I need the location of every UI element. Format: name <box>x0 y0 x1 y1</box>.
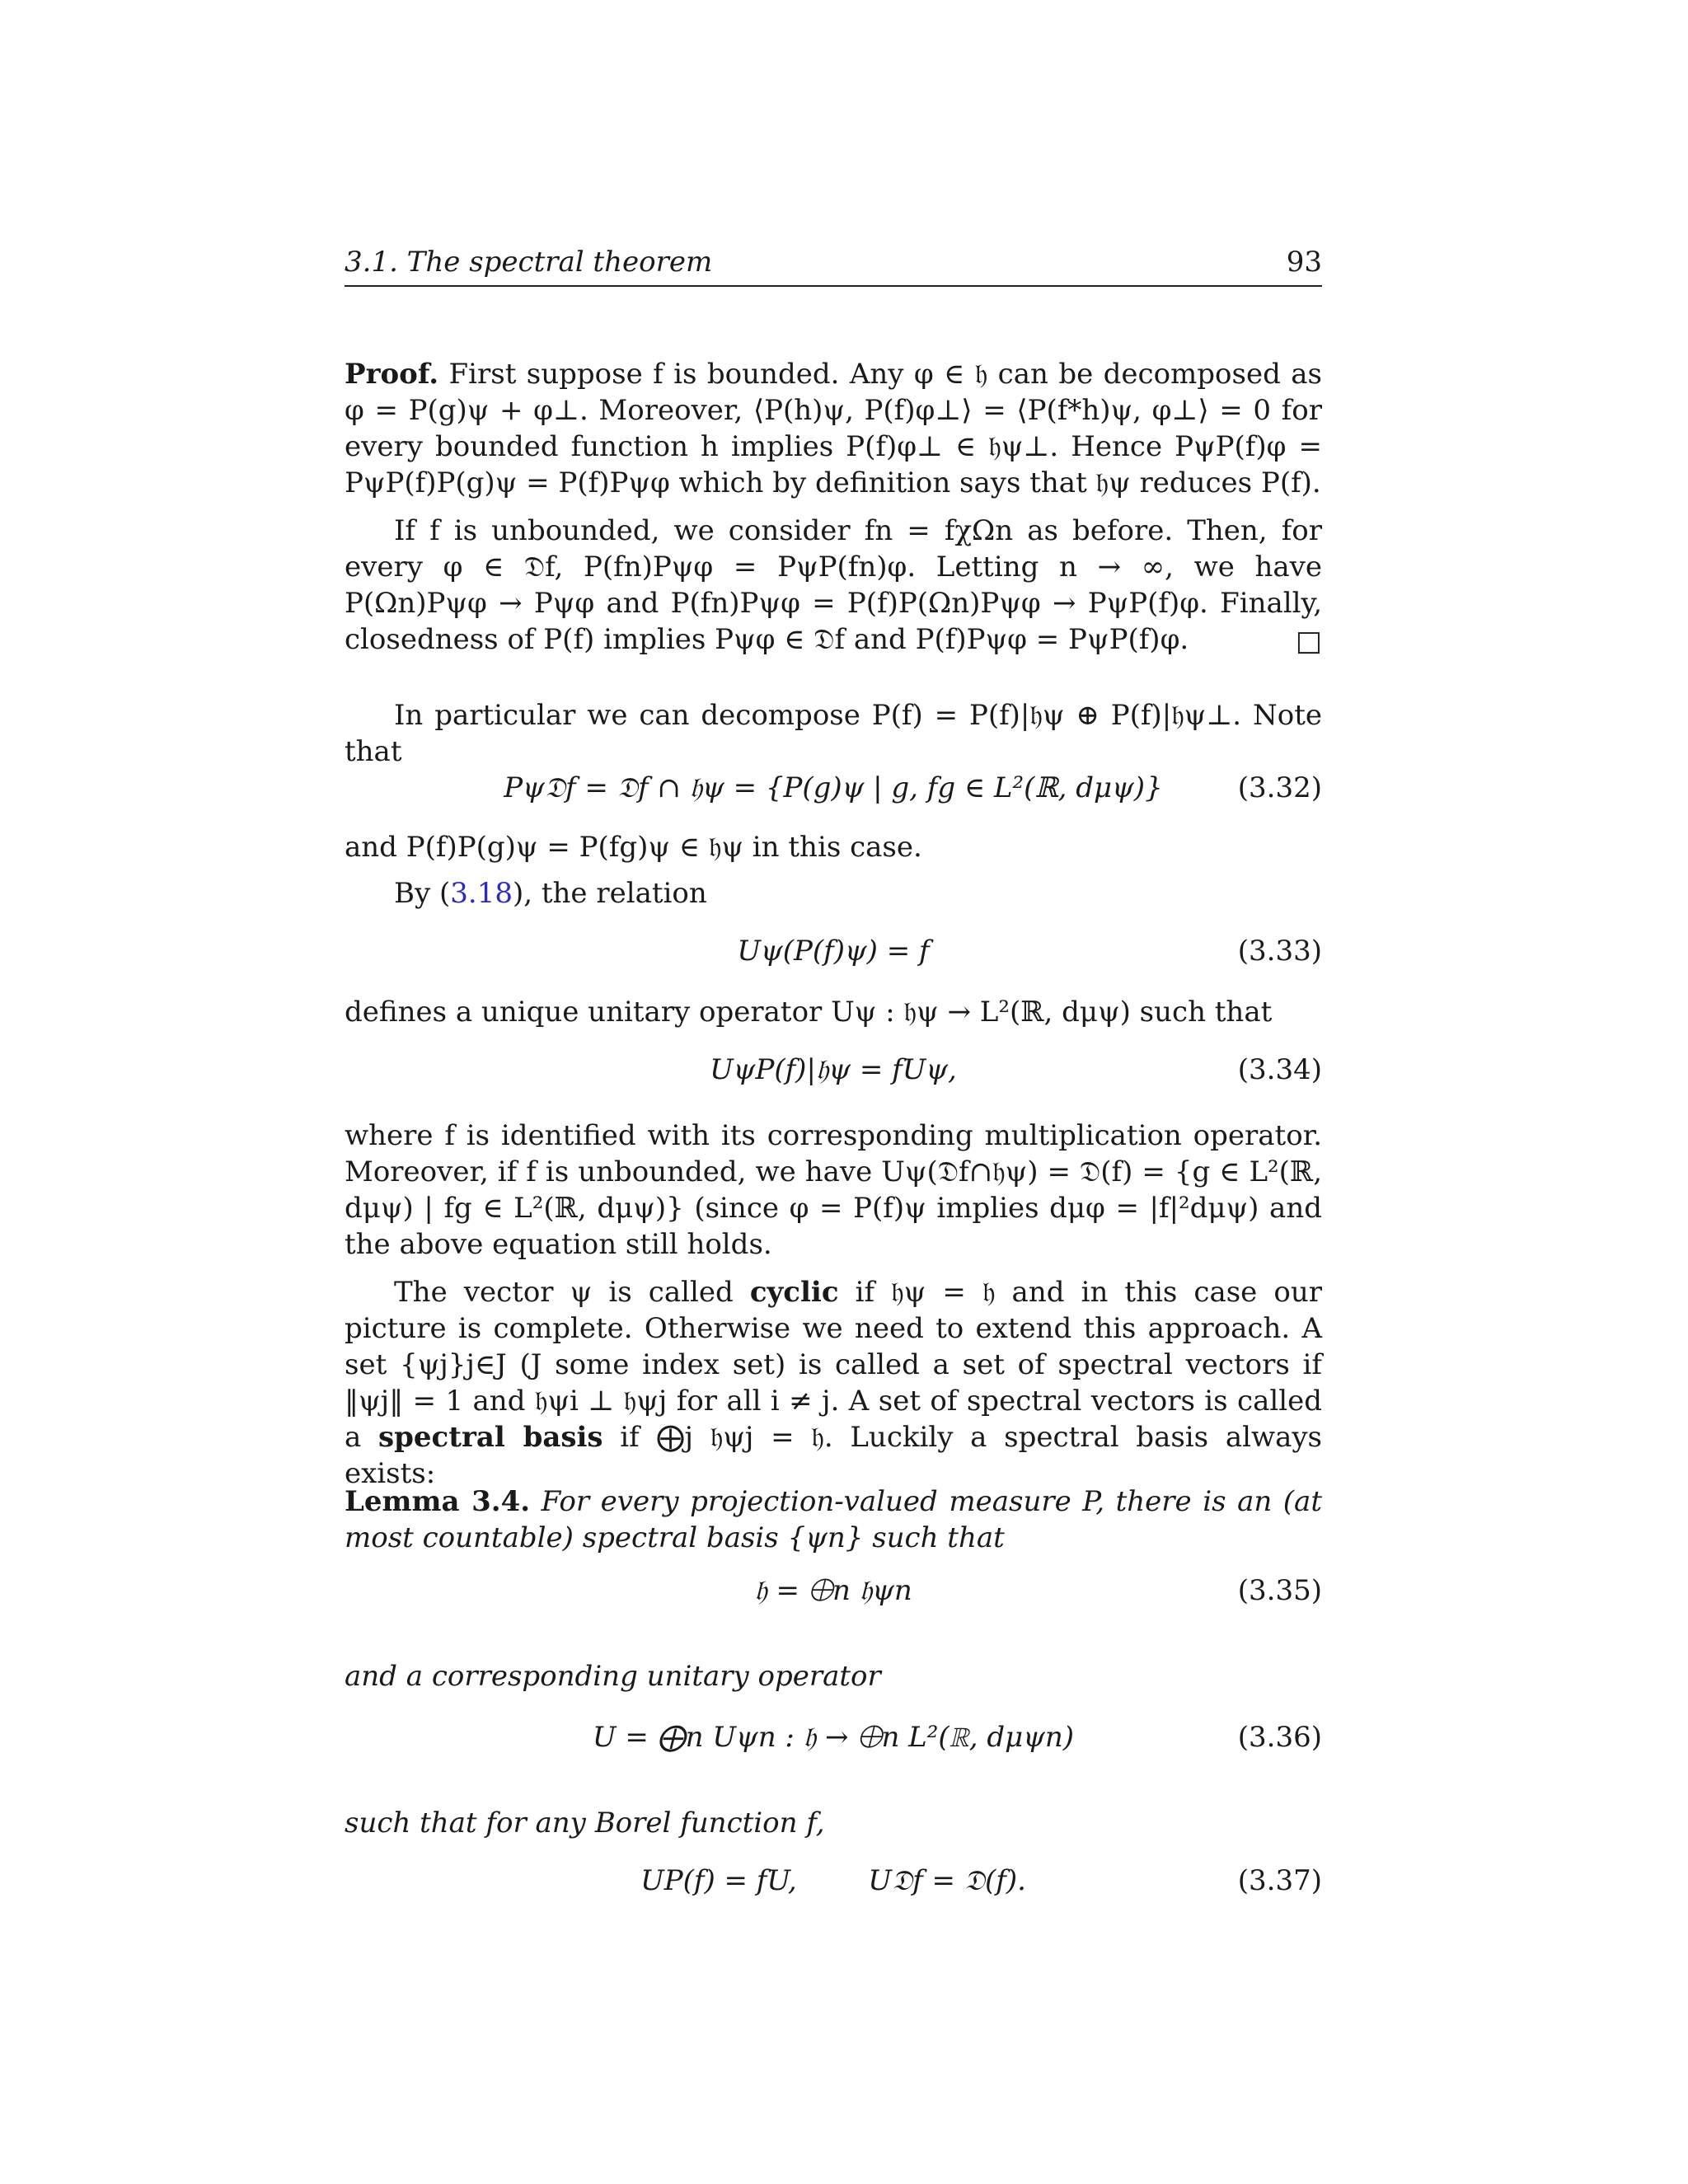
equation-3-37 <box>345 1864 1322 1914</box>
cyclic-text-mid: if 𝔥ψ = 𝔥 and in this case our picture is complete. Otherwise we need to extend this approach. A set {ψj}j∈J (J some index set) is called a set of spectral vectors if ‖ψj‖ = 1 and 𝔥ψi ⊥ 𝔥ψj for all i ≠ j. A set of spectral vectors is called a <box>345 1276 1323 1454</box>
section-title: 3.1. The spectral theorem <box>345 246 713 279</box>
term-cyclic: cyclic <box>749 1276 839 1309</box>
proof-text-2: If f is unbounded, we consider fn = fχΩn as before. Then, for every φ ∈ 𝔇f, P(fn)Pψφ = PψP(fn)φ. Letting n → ∞, we have P(Ωn)Pψφ → Pψφ and P(fn)Pψφ = P(f)P(Ωn)Pψφ → PψP(f)φ. Finally, closedness of P(f) implies Pψφ ∈ 𝔇f and P(f)Pψφ = PψP(f)φ. <box>345 514 1322 656</box>
equation-body: Pψ𝔇f = 𝔇f ∩ 𝔥ψ = {P(g)ψ | g, fg ∈ L²(ℝ, dμψ)} <box>504 771 1163 804</box>
equation-3-36 <box>345 1721 1322 1770</box>
qed-symbol: □ <box>1295 625 1322 658</box>
by-paragraph <box>345 875 1322 912</box>
cyclic-text-post: if ⨁j 𝔥ψj = 𝔥. Luckily a spectral basis always exists: <box>345 1421 1323 1490</box>
running-head <box>345 246 1322 287</box>
equation-tag: (3.35) <box>1237 1574 1322 1607</box>
lemma-statement: For every projection-valued measure P, there is an (at most countable) spectral basis {ψn} such that <box>345 1485 1322 1554</box>
equation-3-35 <box>345 1574 1322 1624</box>
equation-tag: (3.37) <box>1237 1864 1322 1897</box>
proof-text: First suppose f is bounded. Any φ ∈ 𝔥 can be decomposed as φ = P(g)ψ + φ⊥. Moreover, ⟨P(h)ψ, P(f)φ⊥⟩ = ⟨P(f*h)ψ, φ⊥⟩ = 0 for every bounded function h implies P(f)φ⊥ ∈ 𝔥ψ⊥. Hence PψP(f)φ = PψP(f)P(g)ψ = P(f)Pψφ which by definition says that 𝔥ψ reduces P(f). <box>345 358 1322 499</box>
equation-3-33 <box>345 935 1322 984</box>
where-paragraph: where f is identified with its corresponding multiplication operator. Moreover, if f is unbounded, we have Uψ(𝔇f∩𝔥ψ) = 𝔇(f) = {g ∈ L²(ℝ, dμψ) | fg ∈ L²(ℝ, dμψ)} (since φ = P(f)ψ implies dμφ = |f|²dμψ) and the above equation still holds. <box>345 1119 1323 1261</box>
proof-paragraph-2 <box>345 513 1322 658</box>
equation-body: 𝔥 = ⨁n 𝔥ψn <box>754 1574 912 1607</box>
borel-paragraph: such that for any Borel function f, <box>345 1807 825 1840</box>
equation-3-32 <box>345 771 1322 821</box>
and-paragraph: and P(f)P(g)ψ = P(fg)ψ ∈ 𝔥ψ in this case. <box>345 831 922 864</box>
by-text-post: ), the relation <box>512 877 707 910</box>
equation-body: UψP(f)|𝔥ψ = fUψ, <box>710 1053 957 1086</box>
lemma-label: Lemma 3.4. <box>345 1485 531 1518</box>
term-spectral-basis: spectral basis <box>378 1421 603 1454</box>
unitary-paragraph: and a corresponding unitary operator <box>345 1660 881 1693</box>
decompose-paragraph: In particular we can decompose P(f) = P(f)|𝔥ψ ⊕ P(f)|𝔥ψ⊥. Note that <box>345 699 1322 768</box>
page <box>345 0 1322 2184</box>
equation-tag: (3.33) <box>1237 935 1322 968</box>
page-number: 93 <box>1286 246 1322 279</box>
equation-tag: (3.36) <box>1237 1721 1322 1754</box>
proof-label: Proof. <box>345 358 439 391</box>
equation-reference-link[interactable]: 3.18 <box>450 877 513 910</box>
by-text-pre: By ( <box>394 877 451 910</box>
cyclic-paragraph <box>345 1274 1322 1492</box>
equation-body: UP(f) = fU, U𝔇f = 𝔇(f). <box>640 1864 1026 1897</box>
proof-paragraph <box>345 356 1322 501</box>
lemma-3-4 <box>345 1483 1322 1556</box>
equation-3-34 <box>345 1053 1322 1103</box>
defines-paragraph: defines a unique unitary operator Uψ : 𝔥ψ → L²(ℝ, dμψ) such that <box>345 996 1273 1029</box>
cyclic-text-pre: The vector ψ is called <box>394 1276 750 1309</box>
equation-body: U = ⨁n Uψn : 𝔥 → ⨁n L²(ℝ, dμψn) <box>592 1721 1075 1754</box>
equation-tag: (3.34) <box>1237 1053 1322 1086</box>
equation-body: Uψ(P(f)ψ) = f <box>737 935 930 968</box>
equation-tag: (3.32) <box>1237 771 1322 804</box>
